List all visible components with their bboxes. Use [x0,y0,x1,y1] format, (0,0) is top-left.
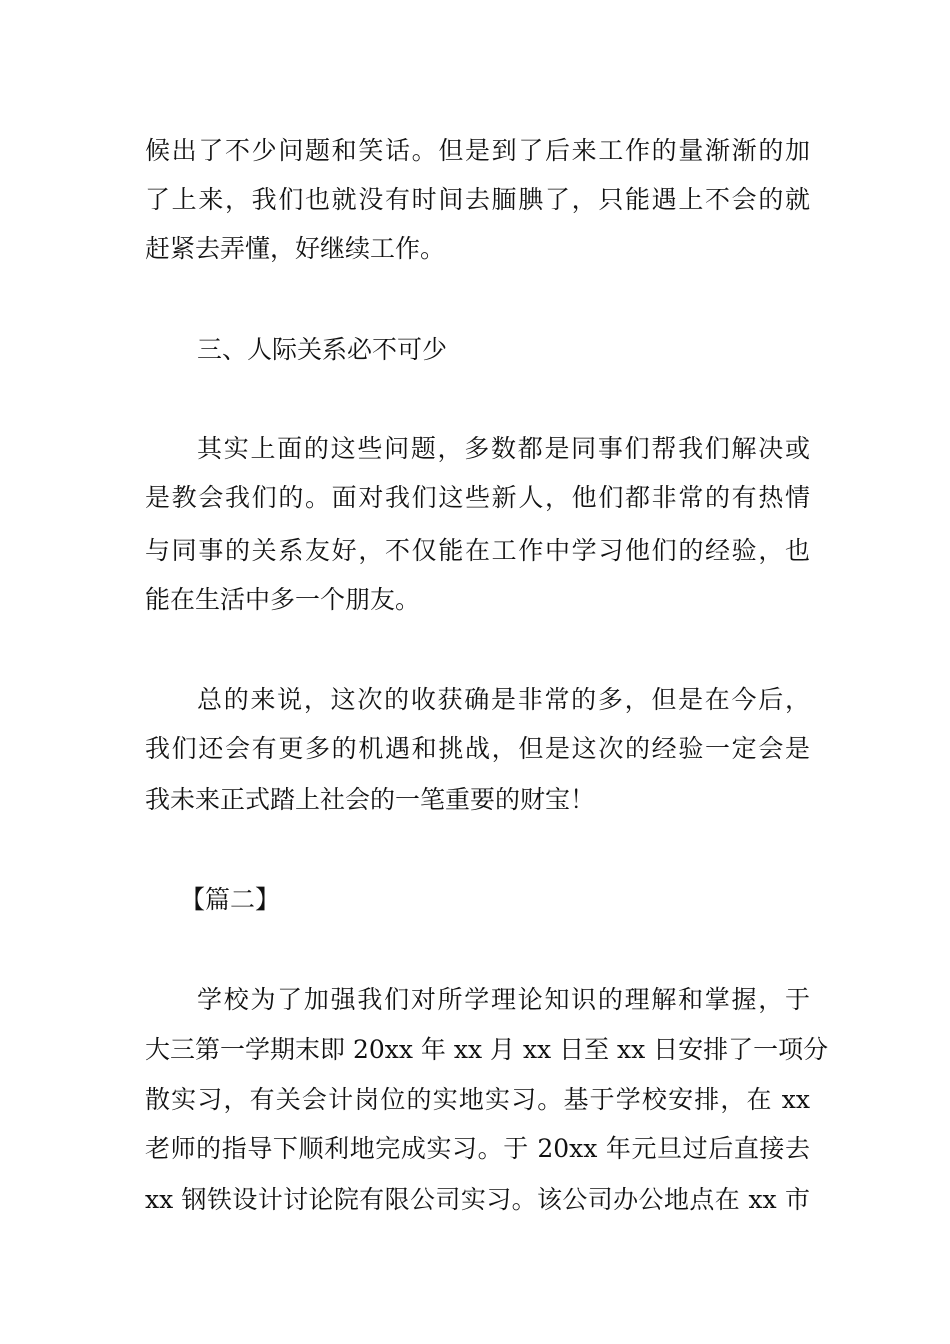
paragraph-line: 了上来，我们也就没有时间去腼腆了，只能遇上不会的就 [145,185,810,214]
paragraph-line: 散实习，有关会计岗位的实地实习。基于学校安排，在 xx [145,1085,810,1114]
paragraph-line: 大三第一学期末即 20xx 年 xx 月 xx 日至 xx 日安排了一项分 [145,1035,829,1064]
paragraph-line: 我们还会有更多的机遇和挑战，但是这次的经验一定会是 [145,734,810,763]
paragraph-line: 能在生活中多一个朋友。 [145,585,421,614]
paragraph-line: 老师的指导下顺利地完成实习。于 20xx 年元旦过后直接去 [145,1134,810,1163]
section-heading: 三、人际关系必不可少 [197,335,448,364]
paragraph-line: 与同事的关系友好，不仅能在工作中学习他们的经验，也 [145,536,810,565]
paragraph-line: 总的来说，这次的收获确是非常的多，但是在今后， [197,685,810,714]
paragraph-line: 是教会我们的。面对我们这些新人，他们都非常的有热情 [145,483,810,512]
paragraph-line: 其实上面的这些问题，多数都是同事们帮我们解决或 [197,434,810,463]
paragraph-line: 学校为了加强我们对所学理论知识的理解和掌握，于 [197,985,810,1014]
paragraph-line: 赶紧去弄懂，好继续工作。 [145,234,446,263]
paragraph-line: 我未来正式踏上社会的一笔重要的财宝！ [145,785,596,814]
part-heading: 【篇二】 [180,885,281,914]
paragraph-line: xx 钢铁设计讨论院有限公司实习。该公司办公地点在 xx 市 [145,1185,810,1214]
paragraph-line: 候出了不少问题和笑话。但是到了后来工作的量渐渐的加 [145,136,810,165]
